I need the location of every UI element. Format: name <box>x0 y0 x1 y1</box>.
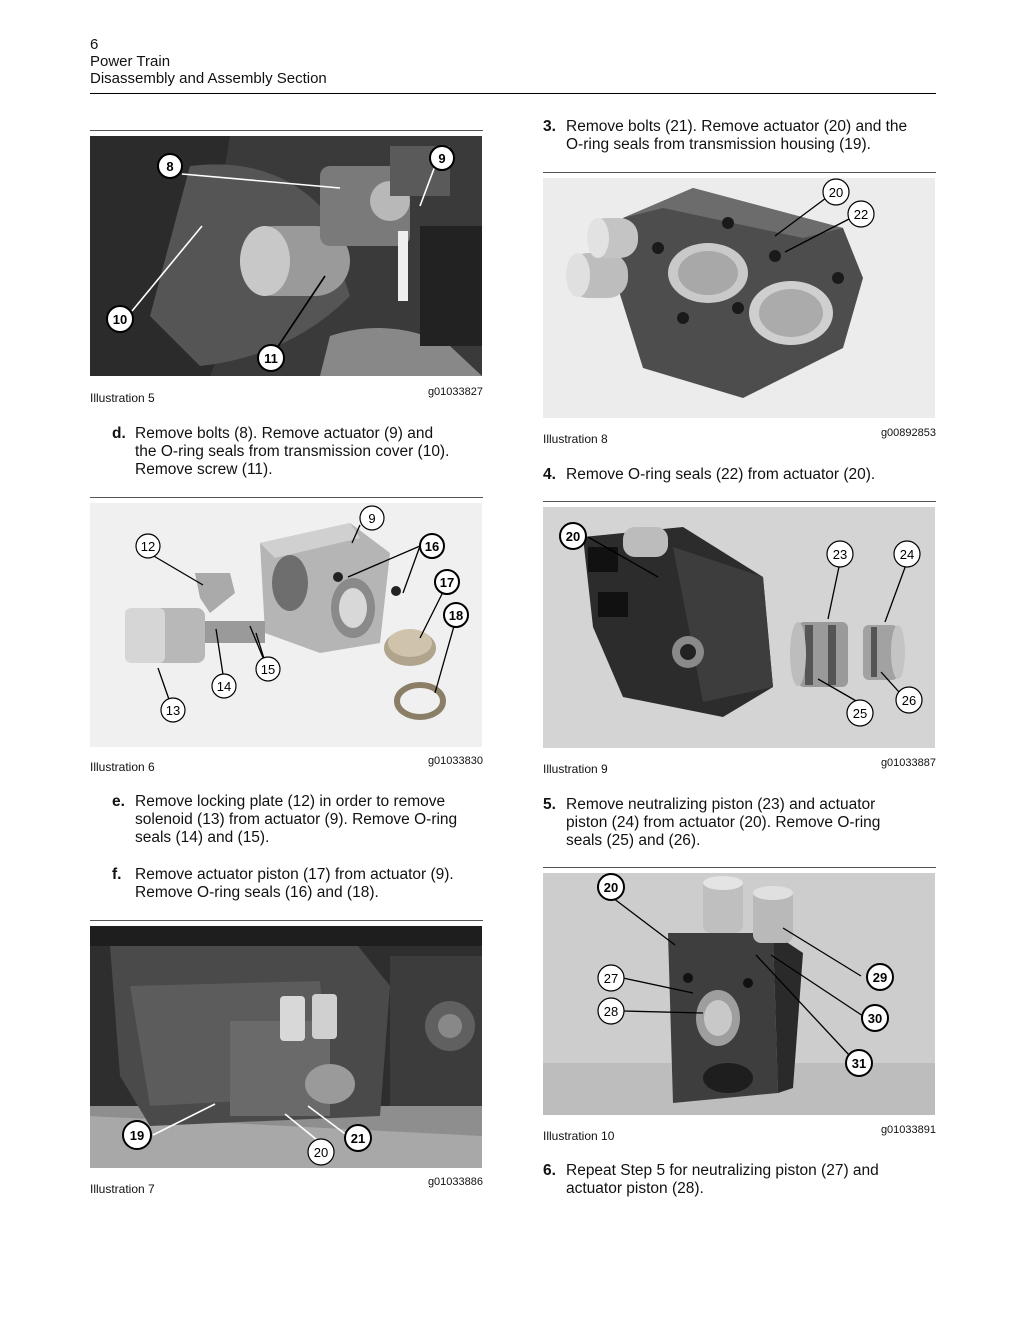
illustration-10-graphic-id: g01033891 <box>880 1124 936 1136</box>
step-5-label: 5. <box>543 796 556 813</box>
callout-23 <box>827 541 853 567</box>
illustration-9-graphic-id: g01033887 <box>880 757 936 769</box>
step-3-line-2: O-ring seals from transmission housing (19). <box>566 136 871 153</box>
header-divider <box>90 93 936 94</box>
callout-21 <box>345 1125 371 1151</box>
page-header <box>90 36 327 87</box>
illustration-5-graphic-id: g01033827 <box>427 386 483 398</box>
svg-text:21: 21 <box>350 1131 366 1146</box>
callout-19 <box>123 1121 151 1149</box>
illustration-8-caption: Illustration 8 <box>543 432 608 446</box>
svg-text:31: 31 <box>851 1056 867 1071</box>
svg-text:22: 22 <box>853 207 869 222</box>
callout-20 <box>598 874 624 900</box>
page-number: 6 <box>90 36 99 53</box>
svg-text:11: 11 <box>264 351 278 366</box>
callout-26 <box>896 687 922 713</box>
illustration-10-photo <box>543 873 935 1115</box>
step-5-line-3: seals (25) and (26). <box>566 832 701 849</box>
svg-text:14: 14 <box>216 679 232 694</box>
callout-12 <box>136 534 160 558</box>
illustration-10-caption: Illustration 10 <box>543 1129 615 1143</box>
figure-divider <box>543 172 936 173</box>
svg-text:25: 25 <box>852 706 868 721</box>
svg-text:13: 13 <box>165 703 181 718</box>
callout-30 <box>862 1005 888 1031</box>
step-6-line-2: actuator piston (28). <box>566 1180 704 1197</box>
callout-16 <box>420 534 444 558</box>
callout-22 <box>848 201 874 227</box>
step-4-line-1: Remove O-ring seals (22) from actuator (20). <box>566 466 876 483</box>
callout-17 <box>435 570 459 594</box>
step-e-line-2: solenoid (13) from actuator (9). Remove O-ring <box>135 811 458 828</box>
callout-9 <box>360 506 384 530</box>
callout-9 <box>430 146 454 170</box>
svg-text:9: 9 <box>368 511 376 526</box>
callout-31 <box>846 1050 872 1076</box>
callout-13 <box>161 698 185 722</box>
illustration-7-caption: Illustration 7 <box>90 1182 155 1196</box>
step-f-line-1: Remove actuator piston (17) from actuator (9). <box>135 866 454 883</box>
svg-text:26: 26 <box>901 693 917 708</box>
illustration-7-photo <box>90 926 482 1168</box>
illustration-6-photo <box>90 503 482 747</box>
callout-20 <box>823 179 849 205</box>
svg-text:8: 8 <box>166 159 174 174</box>
callout-25 <box>847 700 873 726</box>
callout-20 <box>308 1139 334 1165</box>
callout-28 <box>598 998 624 1024</box>
step-4-label: 4. <box>543 466 556 483</box>
svg-text:12: 12 <box>140 539 156 554</box>
step-d-line-3: Remove screw (11). <box>135 461 273 478</box>
page-title: Power Train <box>90 53 171 70</box>
callout-14 <box>212 674 236 698</box>
illustration-6-graphic-id: g01033830 <box>427 755 483 767</box>
svg-text:18: 18 <box>448 608 464 623</box>
svg-text:16: 16 <box>424 539 440 554</box>
callout-27 <box>598 965 624 991</box>
step-5-line-1: Remove neutralizing piston (23) and actuator <box>566 796 876 813</box>
figure-divider <box>543 867 936 868</box>
svg-text:30: 30 <box>867 1011 883 1026</box>
svg-text:20: 20 <box>603 880 619 895</box>
callout-11 <box>258 345 284 371</box>
svg-text:20: 20 <box>828 185 844 200</box>
step-6-label: 6. <box>543 1162 556 1179</box>
callout-24 <box>894 541 920 567</box>
step-3-line-1: Remove bolts (21). Remove actuator (20) and the <box>566 118 908 135</box>
illustration-5-caption: Illustration 5 <box>90 391 155 405</box>
illustration-5-photo <box>90 136 482 376</box>
callout-29 <box>867 964 893 990</box>
step-6-line-1: Repeat Step 5 for neutralizing piston (27) and <box>566 1162 879 1179</box>
svg-text:20: 20 <box>565 529 581 544</box>
callout-10 <box>107 306 133 332</box>
svg-text:10: 10 <box>112 312 128 327</box>
svg-text:20: 20 <box>313 1145 329 1160</box>
step-d-line-1: Remove bolts (8). Remove actuator (9) and <box>135 425 434 442</box>
step-e-line-3: seals (14) and (15). <box>135 829 270 846</box>
illustration-9-photo <box>543 507 935 748</box>
callout-15 <box>256 657 280 681</box>
svg-text:28: 28 <box>603 1004 619 1019</box>
svg-text:15: 15 <box>260 662 276 677</box>
step-f-line-2: Remove O-ring seals (16) and (18). <box>135 884 379 901</box>
svg-text:17: 17 <box>439 575 455 590</box>
svg-text:9: 9 <box>438 151 446 166</box>
step-f-label: f. <box>112 866 122 883</box>
figure-divider <box>543 501 936 502</box>
illustration-8-graphic-id: g00892853 <box>880 427 936 439</box>
step-e-line-1: Remove locking plate (12) in order to remove <box>135 793 446 810</box>
section-title: Disassembly and Assembly Section <box>90 70 327 87</box>
illustration-7-graphic-id: g01033886 <box>427 1176 483 1188</box>
step-e-label: e. <box>112 793 125 810</box>
callout-20 <box>560 523 586 549</box>
callout-18 <box>444 603 468 627</box>
step-3-label: 3. <box>543 118 556 135</box>
figure-divider <box>90 497 483 498</box>
illustration-6-caption: Illustration 6 <box>90 760 155 774</box>
svg-text:24: 24 <box>899 547 915 562</box>
illustration-9-caption: Illustration 9 <box>543 762 608 776</box>
svg-text:29: 29 <box>872 970 888 985</box>
svg-text:23: 23 <box>832 547 848 562</box>
step-d-line-2: the O-ring seals from transmission cover (10). <box>135 443 450 460</box>
svg-text:19: 19 <box>129 1128 145 1143</box>
svg-text:27: 27 <box>603 971 619 986</box>
step-d-label: d. <box>112 425 126 442</box>
figure-divider <box>90 130 483 131</box>
figure-divider <box>90 920 483 921</box>
step-5-line-2: piston (24) from actuator (20). Remove O-ring <box>566 814 881 831</box>
callout-8 <box>158 154 182 178</box>
illustration-8-photo <box>543 178 935 418</box>
